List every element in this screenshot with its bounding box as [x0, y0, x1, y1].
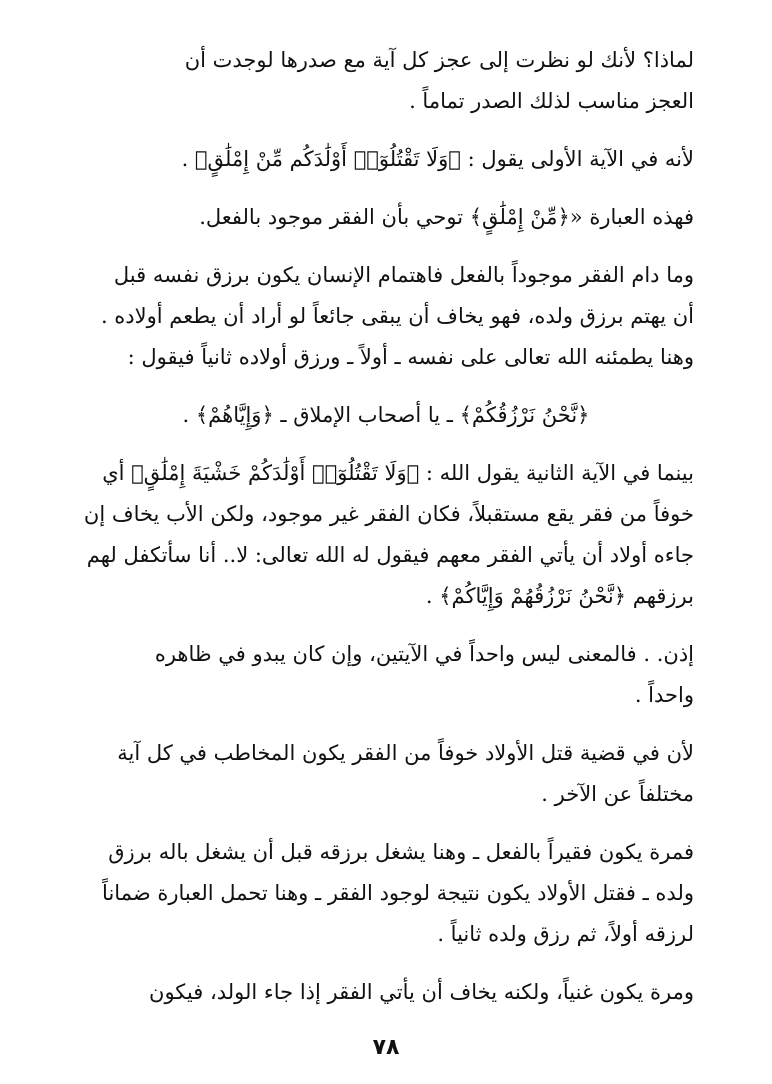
page-number: ٧٨ [372, 1035, 400, 1060]
text-line: خوفاً من فقر يقع مستقبلاً، فكان الفقر غير موجود، ولكن الأب يخاف إن [83, 502, 694, 526]
text-line: ومرة يكون غنياً، ولكنه يخاف أن يأتي الفقر إذا جاء الولد، فيكون [149, 980, 694, 1004]
paragraph-2 [78, 139, 694, 180]
text-line: جاءه أولاد أن يأتي الفقر معهم فيقول له الله تعالى: لا.. أنا سأتكفل لهم [86, 543, 694, 567]
text-line: واحداً . [634, 683, 694, 707]
text-line: لماذا؟ لأنك لو نظرت إلى عجز كل آية مع صدرها لوجدت أن [184, 48, 694, 72]
paragraph-8 [78, 733, 694, 815]
paragraph-10 [78, 972, 694, 1013]
paragraph-3 [78, 197, 694, 238]
text-line: لأن في قضية قتل الأولاد خوفاً من الفقر يكون المخاطب في كل آية [117, 741, 694, 765]
text-line: وهنا يطمئنه الله تعالى على نفسه ـ أولاً ـ ورزق أولاده ثانياً فيقول : [127, 345, 694, 369]
page-body [78, 40, 694, 1004]
paragraph-6 [78, 453, 694, 617]
text-line-with-verse: فهذه العبارة «﴿مِّنْ إِمْلَٰقٍ﴾ توحي بأن الفقر موجود بالفعل. [199, 205, 694, 229]
paragraph-4 [78, 255, 694, 378]
text-line-with-verse: برزقهم ﴿نَّحْنُ نَرْزُقُهُمْ وَإِيَّاكُمْ﴾ . [425, 584, 694, 608]
text-line: أن يهتم برزق ولده، فهو يخاف أن يبقى جائعاً لو أراد أن يطعم أولاده . [100, 304, 694, 328]
text-line: مختلفاً عن الآخر . [541, 782, 694, 806]
text-line: العجز مناسب لذلك الصدر تماماً . [409, 89, 694, 113]
text-line: فمرة يكون فقيراً بالفعل ـ وهنا يشغل برزقه قبل أن يشغل باله برزق [108, 840, 694, 864]
text-line: وما دام الفقر موجوداً بالفعل فاهتمام الإنسان يكون برزق نفسه قبل [113, 263, 694, 287]
paragraph-7 [78, 634, 694, 716]
paragraph-9 [78, 832, 694, 955]
text-line: إذن. . فالمعنى ليس واحداً في الآيتين، وإن كان يبدو في ظاهره [154, 642, 694, 666]
text-line: ولده ـ فقتل الأولاد يكون نتيجة لوجود الفقر ـ وهنا تحمل العبارة ضماناً [102, 881, 694, 905]
text-line-with-verse: بينما في الآية الثانية يقول الله : ﴿وَلَا تَقْتُلُوٓا۟ أَوْلَٰدَكُمْ خَشْيَةَ إِمْلَٰقٍ﴾ أي [102, 461, 694, 485]
paragraph-1 [78, 40, 694, 122]
text-line: لرزقه أولاً، ثم رزق ولده ثانياً . [437, 922, 694, 946]
text-line-with-verse: لأنه في الآية الأولى يقول : ﴿وَلَا تَقْتُلُوٓا۟ أَوْلَٰدَكُم مِّنْ إِمْلَٰقٍ﴾ . [181, 147, 694, 171]
paragraph-verse-centered [78, 395, 694, 436]
verse-line: ﴿نَّحْنُ نَرْزُقُكُمْ﴾ ـ يا أصحاب الإملاق ـ ﴿وَإِيَّاهُمْ﴾ . [182, 403, 590, 427]
